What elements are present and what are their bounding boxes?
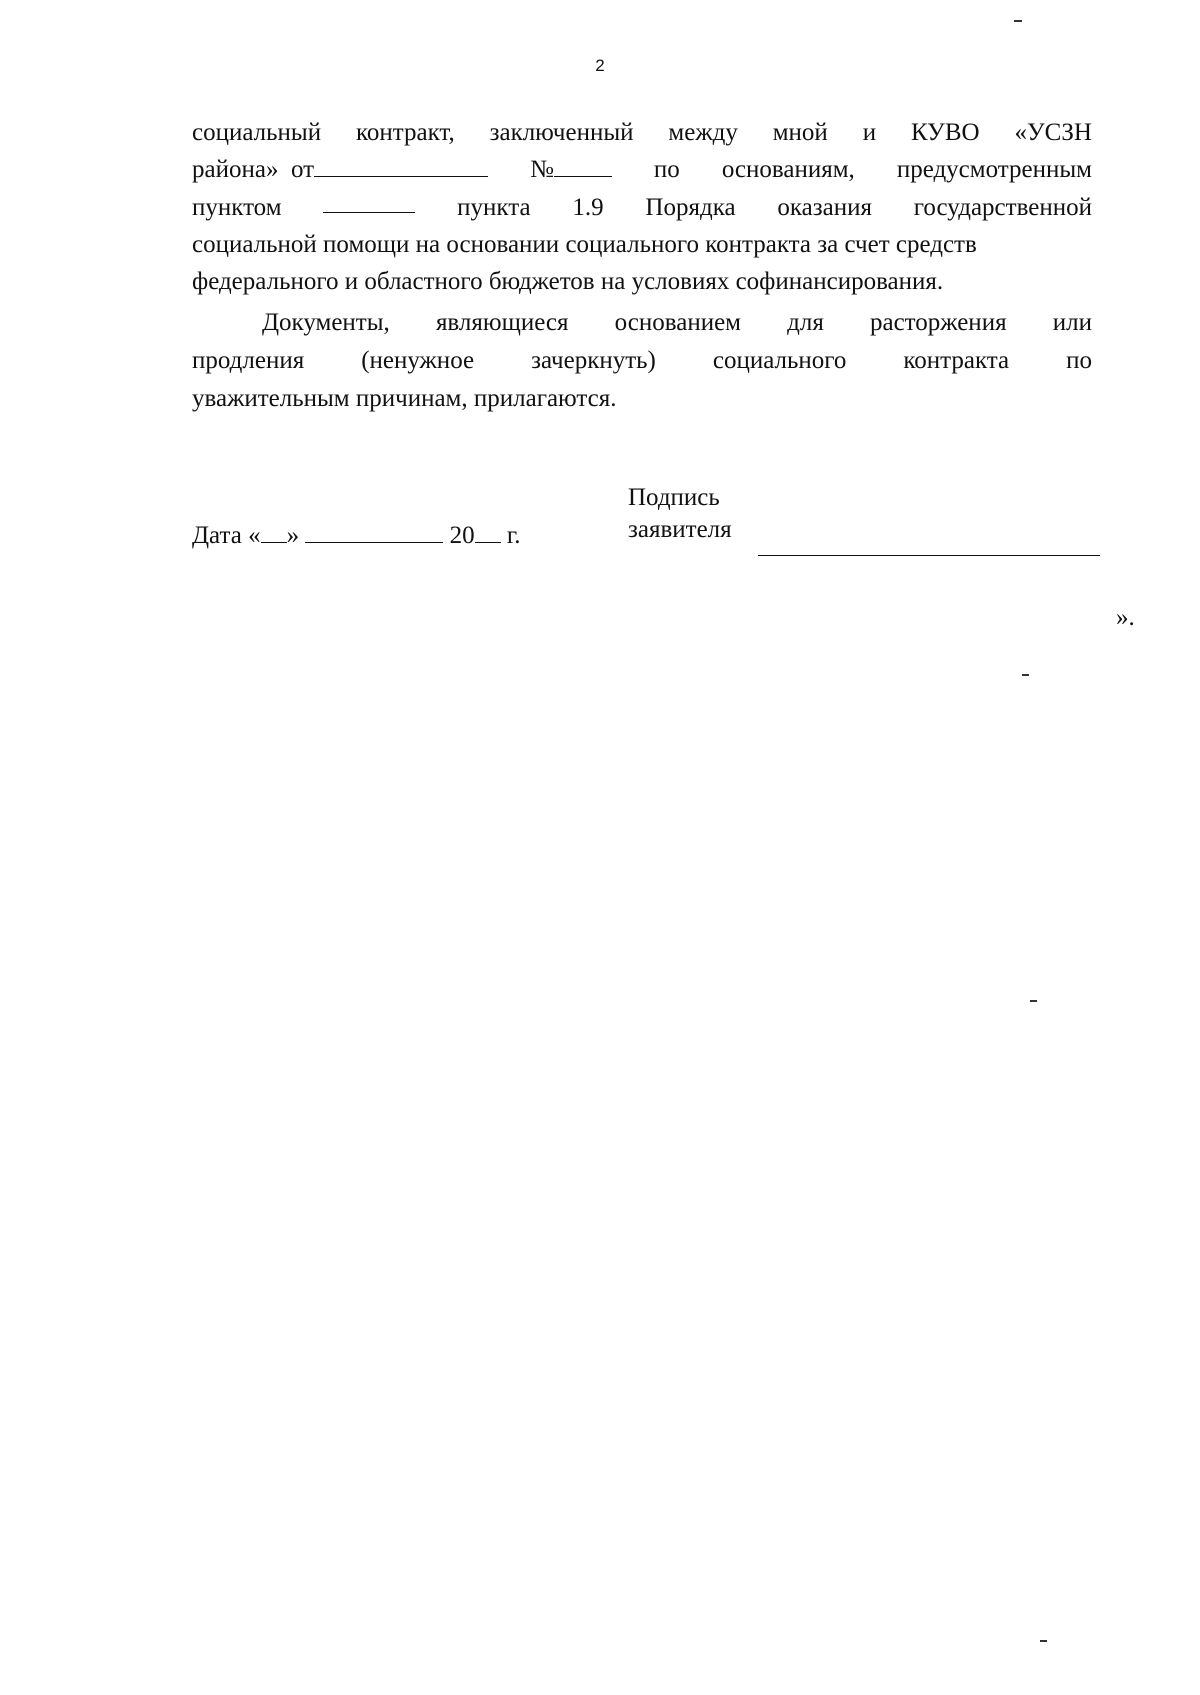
text: пунктом <box>192 194 282 221</box>
paragraph-1-line-1 <box>192 115 1092 151</box>
text: пункта <box>457 194 531 221</box>
text: оказания <box>777 194 872 221</box>
text: Документы, <box>262 309 390 336</box>
text: между <box>668 119 738 146</box>
text: для <box>787 309 824 336</box>
signature-label-1: Подпись <box>628 484 720 511</box>
paragraph-2-line-3: уважительным причинам, прилагаются. <box>192 385 617 412</box>
text: основанием <box>614 309 741 336</box>
scan-mark <box>1014 20 1022 22</box>
text: мной <box>772 119 828 146</box>
text: продления <box>192 347 305 374</box>
text: или <box>1052 309 1092 336</box>
text-with-blank: района» от <box>192 152 488 188</box>
text: предусмотренным <box>896 156 1092 183</box>
text-with-blank: № <box>530 152 612 188</box>
paragraph-1-line-3 <box>192 190 1092 226</box>
text: контракт, <box>356 119 455 146</box>
scan-mark <box>1022 674 1029 676</box>
text: КУВО <box>910 119 980 146</box>
contract-date-blank <box>314 154 488 177</box>
scan-mark <box>1030 1000 1037 1002</box>
paragraph-2-line-1 <box>262 305 1092 341</box>
date-field: Дата « » 20 г. <box>192 522 521 549</box>
text: социальный <box>192 119 322 146</box>
contract-number-blank <box>554 154 612 177</box>
text: «УСЗН <box>1014 119 1092 146</box>
text: государственной <box>913 194 1092 221</box>
text: расторжения <box>869 309 1007 336</box>
text: и <box>862 119 877 146</box>
page-number: 2 <box>595 56 605 75</box>
month-blank <box>305 520 443 543</box>
signature-line <box>758 555 1100 556</box>
text: 1.9 <box>572 194 604 221</box>
scan-mark <box>1040 1640 1047 1642</box>
text: по <box>653 156 680 183</box>
text: социального <box>712 347 847 374</box>
text: основаниям, <box>721 156 855 183</box>
paragraph-1-line-5: федерального и областного бюджетов на условиях софинансирования. <box>192 268 944 295</box>
subpoint-blank <box>323 190 415 213</box>
text: зачеркнуть) <box>531 347 656 374</box>
text: контракта <box>903 347 1010 374</box>
text: заключенный <box>489 119 634 146</box>
year-blank <box>475 520 501 543</box>
paragraph-2-line-2 <box>192 343 1092 379</box>
text: являющиеся <box>435 309 569 336</box>
text: Порядка <box>645 194 736 221</box>
text: (ненужное <box>361 347 475 374</box>
text: по <box>1066 347 1092 374</box>
paragraph-1-line-2 <box>192 152 1092 188</box>
day-blank <box>261 520 287 543</box>
closing-quote: ». <box>1116 604 1135 631</box>
signature-label-2: заявителя <box>628 516 732 543</box>
paragraph-1-line-4: социальной помощи на основании социального контракта за счет средств <box>192 231 977 258</box>
